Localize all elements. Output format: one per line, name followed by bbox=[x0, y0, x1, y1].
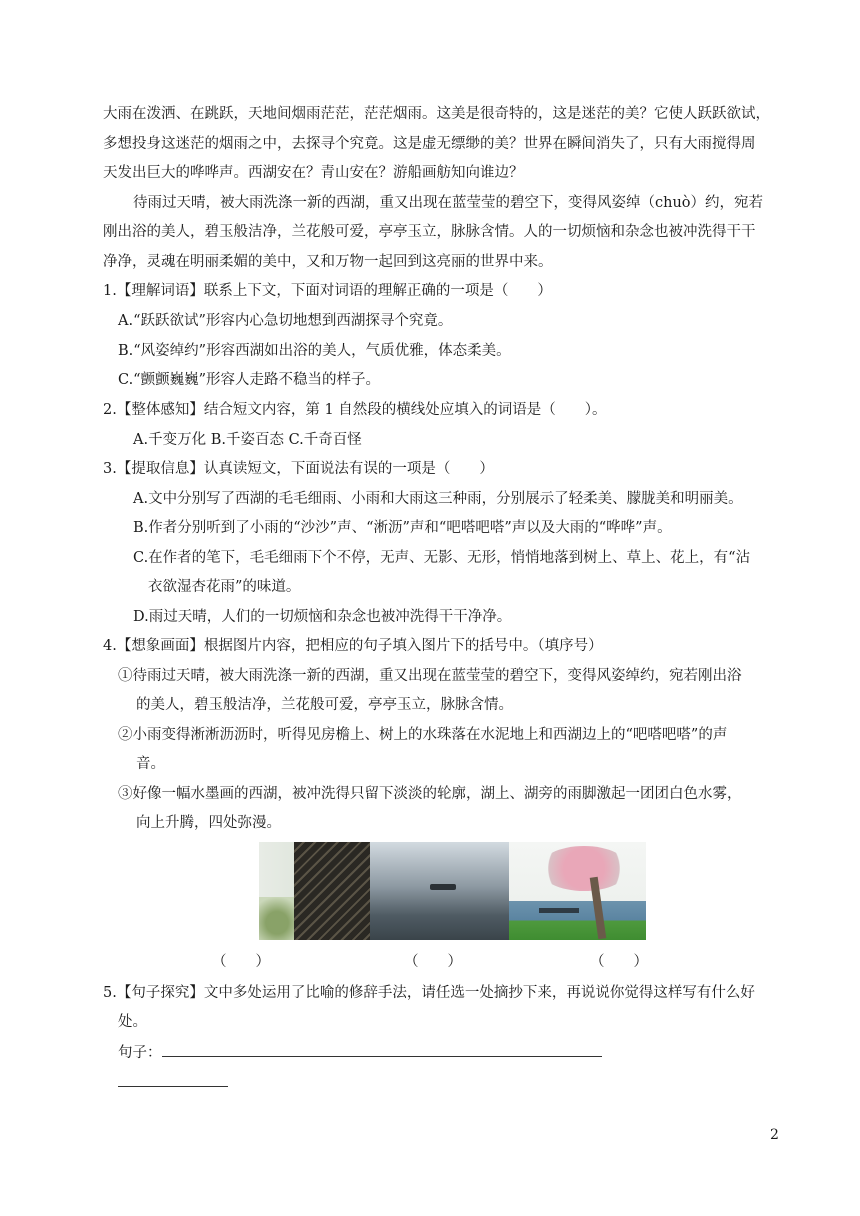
passage-line: 多想投身这迷茫的烟雨之中，去探寻个究竟。这是虚无缥缈的美？世界在瞬间消失了，只有大雨搅得周 bbox=[103, 136, 756, 152]
photo-eaves-rain bbox=[259, 842, 370, 940]
question-3-option-c: C.在作者的笔下，毛毛细雨下个不停，无声、无影、无形，悄悄地落到树上、草上、花上，有“沾 bbox=[133, 550, 751, 566]
answer-blank-1[interactable]: （ ） bbox=[212, 954, 270, 970]
photo-blossom-tree-lake bbox=[509, 842, 646, 940]
question-4-sentence-2: ②小雨变得淅淅沥沥时，听得见房檐上、树上的水珠落在水泥地上和西湖边上的“吧嗒吧嗒”的声 bbox=[118, 727, 728, 743]
question-4-sentence-1-cont: 的美人，碧玉般洁净，兰花般可爱，亭亭玉立，脉脉含情。 bbox=[136, 697, 513, 713]
question-4-stem: 4.【想象画面】根据图片内容，把相应的句子填入图片下的括号中。（填序号） bbox=[103, 638, 603, 654]
sentence-answer-row bbox=[118, 1042, 602, 1063]
answer-blank-2[interactable]: （ ） bbox=[404, 954, 462, 970]
question-1-stem: 1.【理解词语】联系上下文，下面对词语的理解正确的一项是（ ） bbox=[103, 283, 552, 299]
question-2-stem: 2.【整体感知】结合短文内容，第 1 自然段的横线处应填入的词语是（ ）。 bbox=[103, 402, 607, 418]
passage-line: 净净，灵魂在明丽柔媚的美中，又和万物一起回到这亮丽的世界中来。 bbox=[103, 254, 553, 270]
passage-line: 天发出巨大的哗哗声。西湖安在？青山安在？游船画舫知向谁边？ bbox=[103, 165, 524, 181]
answer-blank-3[interactable]: （ ） bbox=[590, 954, 648, 970]
question-4-sentence-2-cont: 音。 bbox=[136, 756, 165, 772]
question-4-sentence-3: ③好像一幅水墨画的西湖，被冲洗得只留下淡淡的轮廓，湖上、湖旁的雨脚激起一团团白色水雾， bbox=[118, 786, 742, 802]
page-number: 2 bbox=[770, 1127, 779, 1143]
sentence-answer-line[interactable] bbox=[162, 1042, 602, 1057]
photo-strip bbox=[259, 842, 646, 940]
passage-line: 待雨过天晴，被大雨洗涤一新的西湖，重又出现在蓝莹莹的碧空下，变得风姿绰（chuò）约，宛若 bbox=[133, 195, 764, 211]
passage-line: 刚出浴的美人，碧玉般洁净，兰花般可爱，亭亭玉立，脉脉含情。人的一切烦恼和杂念也被冲洗得干干 bbox=[103, 224, 756, 240]
question-5-stem-cont: 处。 bbox=[118, 1014, 147, 1030]
question-5-stem: 5.【句子探究】文中多处运用了比喻的修辞手法，请任选一处摘抄下来，再说说你觉得这样写有什么好 bbox=[103, 985, 755, 1001]
sentence-label: 句子： bbox=[118, 1045, 162, 1061]
question-1-option-a: A.“跃跃欲试”形容内心急切地想到西湖探寻个究竟。 bbox=[118, 313, 453, 329]
question-3-option-b: B.作者分别听到了小雨的“沙沙”声、“淅沥”声和“吧嗒吧嗒”声以及大雨的“哗哗”声。 bbox=[133, 520, 672, 536]
photo-misty-lake bbox=[370, 842, 509, 940]
passage-line: 大雨在泼洒、在跳跃，天地间烟雨茫茫，茫茫烟雨。这美是很奇特的，这是迷茫的美？它使人跃跃欲试， bbox=[103, 106, 770, 122]
question-3-option-a: A.文中分别写了西湖的毛毛细雨、小雨和大雨这三种雨，分别展示了轻柔美、朦胧美和明丽美。 bbox=[133, 491, 743, 507]
question-3-option-d: D.雨过天晴，人们的一切烦恼和杂念也被冲洗得干干净净。 bbox=[133, 609, 512, 625]
question-4-sentence-1: ①待雨过天晴，被大雨洗涤一新的西湖，重又出现在蓝莹莹的碧空下，变得风姿绰约，宛若刚出浴 bbox=[118, 668, 742, 684]
question-3-stem: 3.【提取信息】认真读短文，下面说法有误的一项是（ ） bbox=[103, 461, 494, 477]
question-1-option-b: B.“风姿绰约”形容西湖如出浴的美人，气质优雅，体态柔美。 bbox=[118, 343, 511, 359]
question-1-option-c: C.“颤颤巍巍”形容人走路不稳当的样子。 bbox=[118, 372, 381, 388]
question-3-option-c-cont: 衣欲湿杏花雨”的味道。 bbox=[148, 579, 301, 595]
answer-line-2[interactable] bbox=[118, 1072, 228, 1093]
question-4-sentence-3-cont: 向上升腾，四处弥漫。 bbox=[136, 815, 281, 831]
question-2-options: A.千变万化 B.千姿百态 C.千奇百怪 bbox=[133, 432, 362, 448]
